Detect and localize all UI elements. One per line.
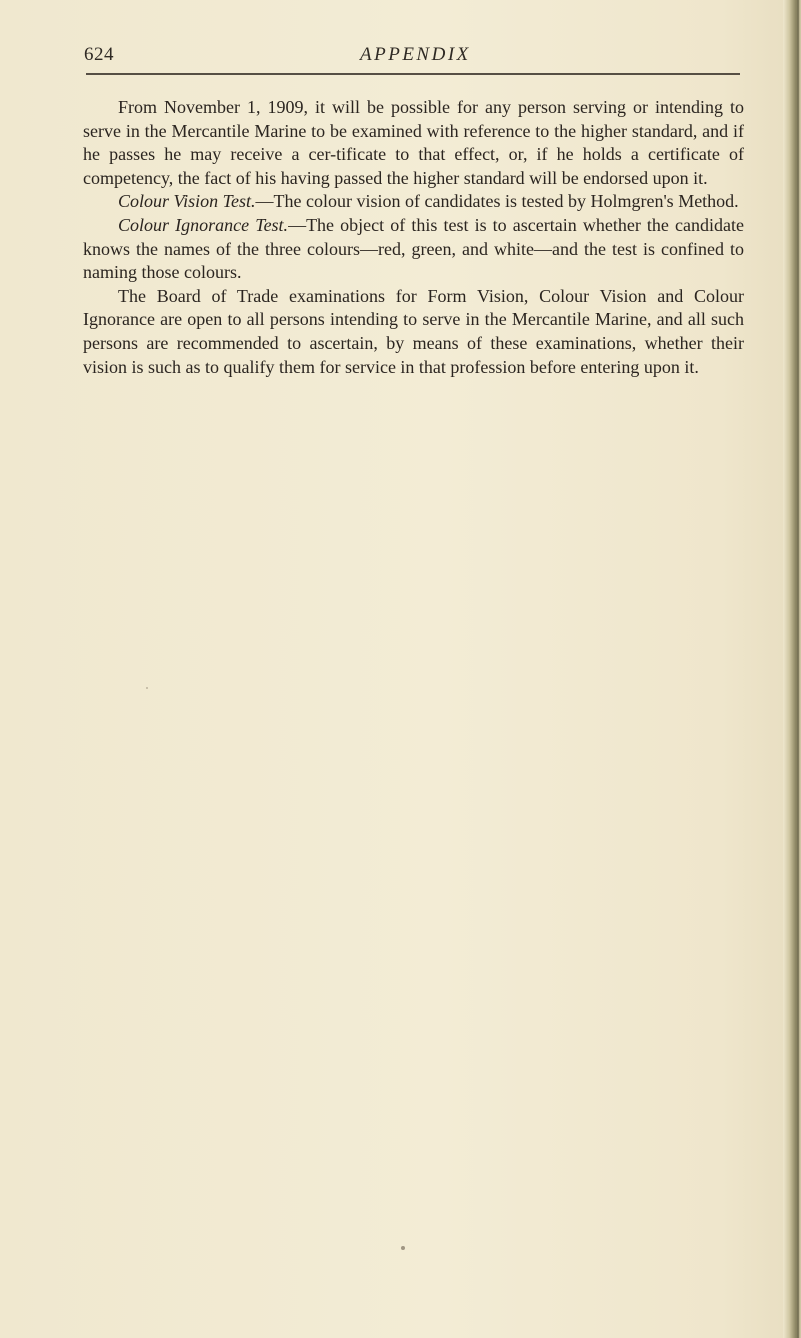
paragraph-text: —The colour vision of candidates is tested by Holmgren's Method. [255,191,739,212]
paragraph-lead: Colour Ignorance Test. [118,214,289,235]
paragraph [83,214,744,285]
paragraph [83,285,744,379]
paragraph-lead: Colour Vision Test. [118,191,256,212]
paragraph [83,190,744,214]
header-rule [86,73,740,75]
page-number: 624 [84,44,114,65]
paragraph-text: —The object of this test is to ascertain whether the candidate knows the names of the three colours—red, green, and white—and the test is confined to naming those colours. [83,214,744,283]
paragraph [83,96,744,190]
running-head: APPENDIX [360,44,471,65]
paragraph-text: The Board of Trade examinations for Form Vision, Colour Vision and Colour Ignorance are open to all persons intending to serve in the Mercantile Marine, and all such persons are recommended to ascertain, by means of these examinations, whether their vision is such as to qualify them for service in that profession before entering upon it. [83,285,744,377]
ink-speck [146,687,148,689]
ink-speck [401,1246,405,1250]
body-text [83,96,744,379]
page-edge-shadow [783,0,801,1338]
paragraph-text: From November 1, 1909, it will be possible for any person serving or intending to serve in the Mercantile Marine to be examined with reference to the higher standard, and if he passes he may receive a cer-tificate to that effect, or, if he holds a certificate of competency, the fact of his having passed the higher standard will be endorsed upon it. [83,97,744,188]
page-header [0,38,801,68]
